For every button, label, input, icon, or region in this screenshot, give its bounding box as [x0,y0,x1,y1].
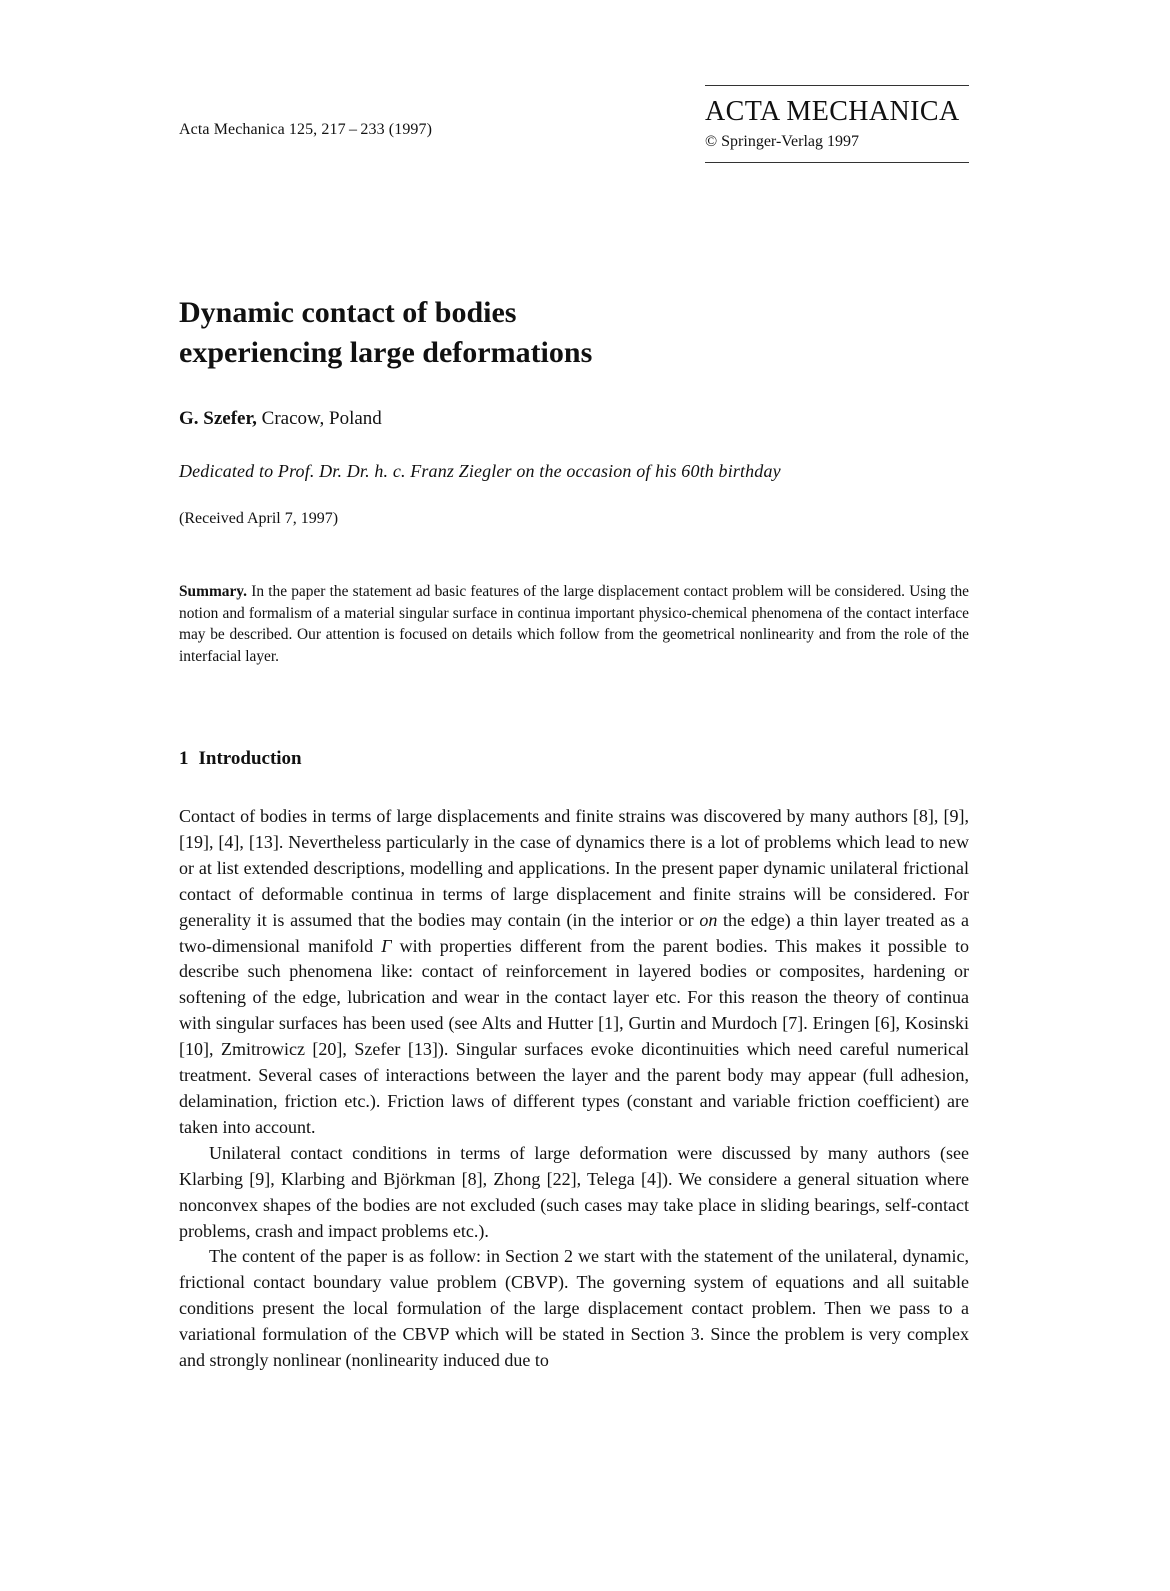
summary-label: Summary. [179,583,247,600]
journal-citation: Acta Mechanica 125, 217 – 233 (1997) [179,121,433,138]
paper-title-line-2: experiencing large deformations [179,336,593,369]
section-title: Introduction [198,748,302,769]
paragraph-1-text-a: Contact of bodies in terms of large displacements and finite strains was discovered by many authors [8], [9], [19], [4], [13]. Nevertheless particularly in the case of dynamics there is a lot of problems which lead to new or at list extended descriptions, modelling and applications. In the present paper dynamic unilateral frictional contact of deformable continua in terms of large displacement and finite strains will be considered. For generality it is assumed that the bodies may contain (in the interior or [179,806,969,930]
publisher-copyright: © Springer-Verlag 1997 [705,133,860,150]
paragraph-1-text-b: the edge) a thin layer treated as a two-dimensional manifold [179,909,969,956]
paper-title-line-1: Dynamic contact of bodies [179,296,517,329]
summary-text: In the paper the statement ad basic features of the large displacement contact problem will be considered. Using the notion and formalism of a material singular surface in continua important physico-chemical phenomena of the contact interface may be described. Our attention is focused on details which follow from the geometrical nonlinearity and from the role of the interfacial layer. [179,583,969,665]
section-number: 1 [179,748,189,769]
author-affiliation: Cracow, Poland [256,408,382,429]
paragraph-1 [179,804,969,1141]
author-name: G. Szefer, [179,408,257,429]
received-date: (Received April 7, 1997) [179,510,339,527]
author-line [179,408,382,430]
paragraph-3: The content of the paper is as follow: in Section 2 we start with the statement of the unilateral, dynamic, frictional contact boundary value problem (CBVP). The governing system of equations and all suitable conditions present the local formulation of the large displacement contact problem. Then we pass to a variational formulation of the CBVP which will be stated in Section 3. Since the problem is very complex and strongly nonlinear (nonlinearity induced due to [179,1246,969,1371]
paragraph-1-text-c: with properties different from the parent bodies. This makes it possible to describe such phenomena like: contact of reinforcement in layered bodies or composites, hardening or softening of the edge, lubrication and wear in the contact layer etc. For this reason the theory of continua with singular surfaces has been used (see Alts and Hutter [1], Gurtin and Murdoch [7]. Eringen [6], Kosinski [10], Zmitrowicz [20], Szefer [13]). Singular surfaces evoke dicontinuities which need careful numerical treatment. Several cases of interactions between the layer and the parent body may appear (full adhesion, delamination, friction etc.). Friction laws of different types (constant and variable friction coefficient) are taken into account. [179,935,969,1137]
dedication: Dedicated to Prof. Dr. Dr. h. c. Franz Ziegler on the occasion of his 60th birthday [179,461,781,481]
journal-masthead [705,85,969,163]
paper-title [179,293,592,373]
summary-abstract [179,581,969,667]
section-heading-introduction [179,748,302,770]
journal-name: ACTA MECHANICA [705,96,960,127]
paragraph-1-emphasis-on: on [699,909,718,930]
paragraph-1-symbol-gamma: Γ [381,935,392,956]
paragraph-2: Unilateral contact conditions in terms of large deformation were discussed by many authors (see Klarbing [9], Klarbing and Björkman [8], Zhong [22], Telega [4]). We considere a general situation where nonconvex shapes of the bodies are not excluded (such cases may take place in sliding bearings, self-contact problems, crash and impact problems etc.). [179,1142,969,1241]
introduction-body [179,804,969,1374]
